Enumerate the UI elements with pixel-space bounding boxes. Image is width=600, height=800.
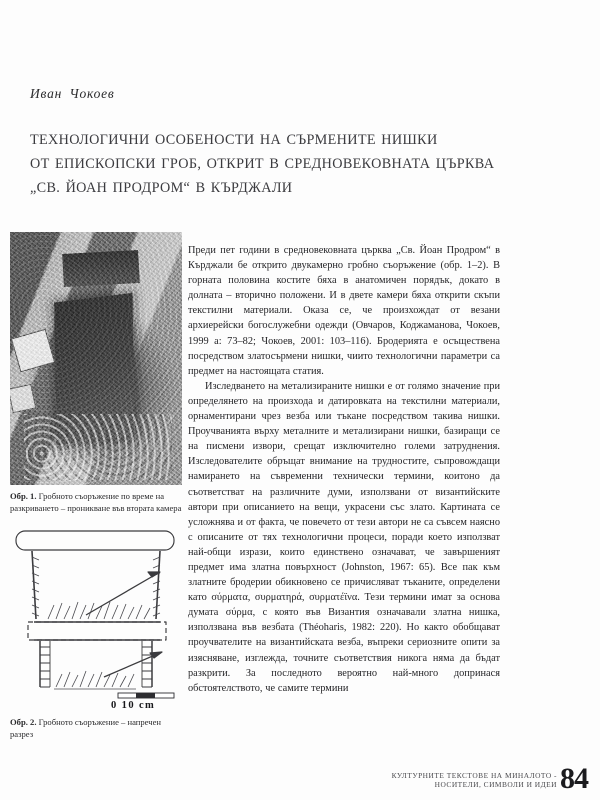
page-title [30,128,530,200]
figure-2-label: Обр. 2. [10,717,37,728]
series-title [392,771,557,792]
body-text-column [188,243,500,696]
cross-section-svg [10,527,182,713]
figure-1-caption-text: Гробното съоръжение по време на разкриването – проникване във втората камера [10,491,182,513]
figure-2-caption-text: Гробното съоръжение – напречен разрез [10,717,162,739]
page-number: 84 [560,762,588,795]
figure-column [10,232,182,740]
photo-grain-overlay [10,232,182,485]
title-line-3: „СВ. ЙОАН ПРОДРОМ“ В КЪРДЖАЛИ [30,180,293,196]
page-footer [391,762,588,795]
scale-bar-label: 0 10 cm [111,700,156,712]
scale-bar [118,693,174,698]
cross-section-drawing [10,527,182,713]
excavation-photograph [10,232,182,485]
body-paragraph: Изследването на метализираните нишки е от голямо значение при определянето на произхода и датировката на текстилни материали, орнаментирани чрез везба или тъкане посредством такива нишки. Проучванията върху металните и метализирани нишки, базиращи се на писмени извори, срещат изключително големи затруднения. Изследователите обръщат внимание на трудностите, съпровождащи намирането на съвременни технически термини, коитоно да съответстват на различните думи, използвани от византийските автори при описанието на вещи, украсени със злато. Картината се усложнява и от факта, че повечето от тези автори не са съвсем наясно с описаните от тях технологични процеси, поради което използват най-общи изрази, които единствено означават, че завършеният предмет има златна повърхност (Johnston, 1967: 65). Все пак към златните бродерии обикновено се причисляват тъканите, определени като σύρματα, συρματηρά, συρματέϊνα. Тези термини имат за основа думата σύρμα, с която във Византия означавали златна нишка, използвана във везбата (Théoharis, 1982: 220). Но както обобщават проучвателите на византийската везба, въпреки сериозните опити за изясняване, изглежда, точните съответствия никога няма да бъдат разкрити. За последното вероятно най-много допринася обстоятелството, че самите термини [188,380,500,694]
figure-1-label: Обр. 1. [10,491,37,501]
figure-2 [10,527,182,740]
series-title-line-1: КУЛТУРНИТЕ ТЕКСТОВЕ НА МИНАЛОТО - [391,770,557,780]
body-paragraph: Преди пет години в средновековната църква „Св. Йоан Продром“ в Кърджали бе открито двукамерно гробно съоръжение (обр. 1–2). В горната половина костите бяха в анатомичен порядък, докато в долната – вторично положени. И в двете камери бяха открити скъпи текстилни материали. Оказа се, че произхождат от везани архиерейски богослужебни одежди (Овчаров, Коджаманова, Чокоев, 1999 а: 73–82; Чокоев, 2001: 103–116). Бродерията е осъществена посредством златосърмени нишки, чиито технологични параметри са предмет на настоящата статия. [188,245,500,377]
figure-1 [10,232,182,514]
figure-2-caption [10,717,182,740]
title-line-2: ОТ ЕПИСКОПСКИ ГРОБ, ОТКРИТ В СРЕДНОВЕКОВНАТА ЦЪРКВА [30,156,495,172]
author-running-head: Иван Чокоев [30,86,115,101]
title-line-1: ТЕХНОЛОГИЧНИ ОСОБЕНОСТИ НА СЪРМЕНИТЕ НИШКИ [30,132,438,148]
series-title-line-2: НОСИТЕЛИ, СИМВОЛИ И ИДЕИ [434,780,557,790]
figure-1-caption [10,491,182,514]
